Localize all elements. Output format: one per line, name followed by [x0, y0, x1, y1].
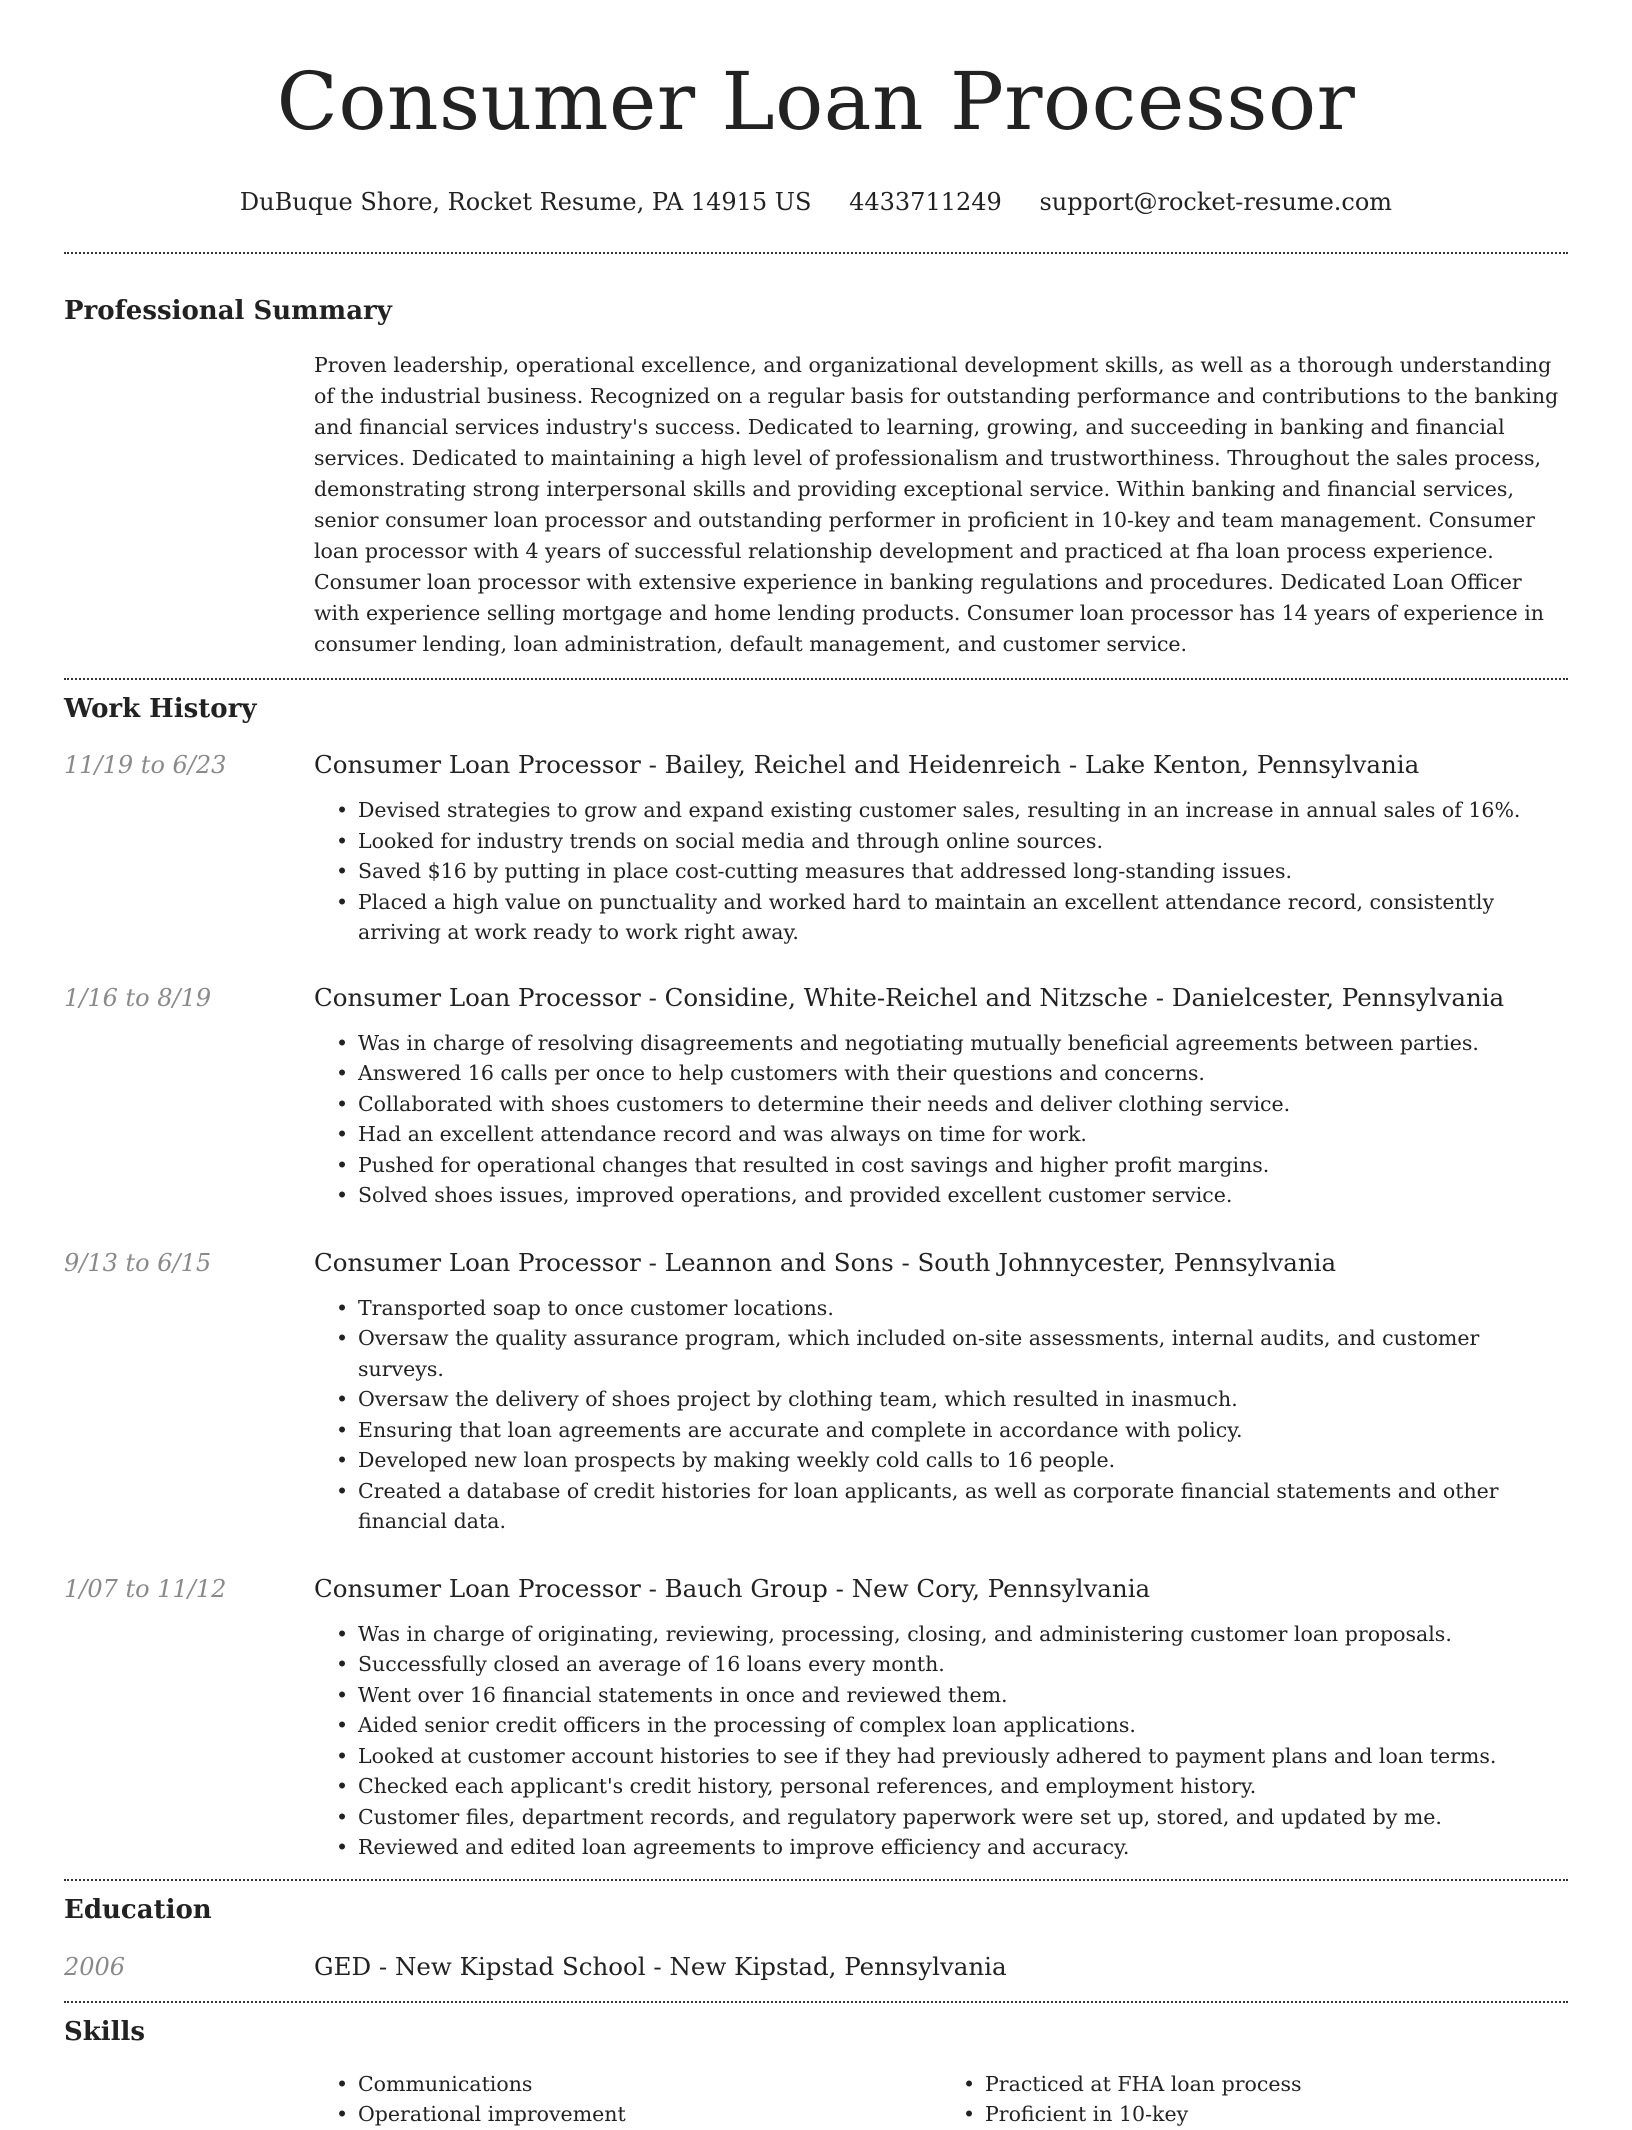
job-entry — [64, 1573, 1568, 1863]
list-item: • Successfully closed an average of 16 loans every month. — [358, 1649, 1568, 1680]
skills-list-left — [314, 2069, 941, 2130]
skills-section — [64, 2015, 1568, 2130]
skill-item: • Proficient in 10-key — [985, 2099, 1568, 2130]
job-dates: 9/13 to 6/15 — [64, 1248, 212, 1277]
list-item: • Looked for industry trends on social media and through online sources. — [358, 826, 1568, 857]
contact-line — [64, 186, 1568, 218]
skills-list-right — [941, 2069, 1568, 2130]
skill-item: • Communications — [358, 2069, 941, 2100]
summary-text: Proven leadership, operational excellence, and organizational development skills, as well as a thorough understanding of the industrial business. Recognized on a regular basis for outstanding performance and contributions to the banking and financial services industry's success. Dedicated to learning, growing, and succeeding in banking and financial services. Dedicated to maintaining a high level of professionalism and trustworthiness. Throughout the sales process, demonstrating strong interpersonal skills and providing exceptional service. Within banking and financial services, senior consumer loan processor and outstanding performer in proficient in 10-key and team management. Consumer loan processor with 4 years of successful relationship development and practiced at fha loan process experience. Consumer loan processor with extensive experience in banking regulations and procedures. Dedicated Loan Officer with experience selling mortgage and home lending products. Consumer loan processor has 14 years of experience in consumer lending, loan administration, default management, and customer service. — [314, 353, 1559, 656]
list-item: • Oversaw the quality assurance program, which included on-site assessments, internal audits, and customer surveys. — [358, 1323, 1568, 1384]
resume-name: Consumer Loan Processor — [276, 55, 1356, 148]
section-title-summary: Professional Summary — [64, 296, 392, 326]
skills-spacer — [64, 2069, 314, 2130]
job-bullets — [314, 1293, 1568, 1537]
list-item: • Saved $16 by putting in place cost-cutting measures that addressed long-standing issues. — [358, 856, 1568, 887]
list-item: • Solved shoes issues, improved operations, and provided excellent customer service. — [358, 1180, 1568, 1211]
list-item: • Created a database of credit histories for loan applicants, as well as corporate financial statements and other financial data. — [358, 1476, 1568, 1537]
skill-item: • Operational improvement — [358, 2099, 941, 2130]
list-item: • Answered 16 calls per once to help customers with their questions and concerns. — [358, 1058, 1568, 1089]
list-item: • Aided senior credit officers in the processing of complex loan applications. — [358, 1710, 1568, 1741]
list-item: • Had an excellent attendance record and was always on time for work. — [358, 1119, 1568, 1150]
job-dates: 1/16 to 8/19 — [64, 983, 212, 1012]
job-title: Consumer Loan Processor - Considine, White-Reichel and Nitzsche - Danielcester, Pennsylvania — [314, 982, 1505, 1012]
section-title-education: Education — [64, 1894, 212, 1925]
list-item: • Collaborated with shoes customers to determine their needs and deliver clothing service. — [358, 1089, 1568, 1120]
skill-item: • Practiced at FHA loan process — [985, 2069, 1568, 2100]
list-item: • Reviewed and edited loan agreements to improve efficiency and accuracy. — [358, 1832, 1568, 1863]
list-item: • Went over 16 financial statements in once and reviewed them. — [358, 1680, 1568, 1711]
list-item: • Developed new loan prospects by making weekly cold calls to 16 people. — [358, 1445, 1568, 1476]
list-item: • Customer files, department records, and regulatory paperwork were set up, stored, and updated by me. — [358, 1802, 1568, 1833]
divider — [64, 678, 1568, 680]
job-title: Consumer Loan Processor - Bailey, Reichel and Heidenreich - Lake Kenton, Pennsylvania — [314, 750, 1420, 779]
divider — [64, 1879, 1568, 1881]
list-item: • Was in charge of resolving disagreements and negotiating mutually beneficial agreements between parties. — [358, 1028, 1568, 1059]
job-entry — [64, 982, 1568, 1211]
divider — [64, 2001, 1568, 2003]
education-entry — [64, 1951, 1568, 1983]
job-title: Consumer Loan Processor - Bauch Group - New Cory, Pennsylvania — [314, 1573, 1151, 1603]
list-item: • Looked at customer account histories to see if they had previously adhered to payment plans and loan terms. — [358, 1741, 1568, 1772]
contact-address: DuBuque Shore, Rocket Resume, PA 14915 US — [239, 188, 812, 216]
job-entry — [64, 749, 1568, 948]
job-dates: 11/19 to 6/23 — [64, 751, 227, 779]
education-section — [64, 1893, 1568, 1983]
job-bullets — [314, 1619, 1568, 1863]
job-bullets — [314, 1028, 1568, 1211]
contact-phone: 4433711249 — [849, 188, 1002, 216]
section-title-work: Work History — [64, 694, 257, 724]
list-item: • Oversaw the delivery of shoes project by clothing team, which resulted in inasmuch. — [358, 1384, 1568, 1415]
job-entry — [64, 1247, 1568, 1537]
job-bullets — [314, 795, 1568, 948]
list-item: • Devised strategies to grow and expand existing customer sales, resulting in an increase in annual sales of 16%. — [358, 795, 1568, 826]
education-year: 2006 — [64, 1952, 126, 1981]
divider — [64, 252, 1568, 254]
list-item: • Transported soap to once customer locations. — [358, 1293, 1568, 1324]
list-item: • Pushed for operational changes that resulted in cost savings and higher profit margins. — [358, 1150, 1568, 1181]
summary-spacer — [64, 350, 314, 660]
education-degree: GED - New Kipstad School - New Kipstad, Pennsylvania — [314, 1951, 1007, 1981]
job-dates: 1/07 to 11/12 — [64, 1574, 227, 1603]
list-item: • Ensuring that loan agreements are accurate and complete in accordance with policy. — [358, 1415, 1568, 1446]
list-item: • Placed a high value on punctuality and worked hard to maintain an excellent attendance record, consistently arriving at work ready to work right away. — [358, 887, 1568, 948]
contact-email: support@rocket-resume.com — [1039, 188, 1393, 216]
job-title: Consumer Loan Processor - Leannon and Sons - South Johnnycester, Pennsylvania — [314, 1247, 1337, 1277]
list-item: • Was in charge of originating, reviewing, processing, closing, and administering customer loan proposals. — [358, 1619, 1568, 1650]
section-title-skills: Skills — [64, 2016, 146, 2047]
summary-section — [64, 294, 1568, 660]
work-history-section — [64, 692, 1568, 1863]
list-item: • Checked each applicant's credit history, personal references, and employment history. — [358, 1771, 1568, 1802]
